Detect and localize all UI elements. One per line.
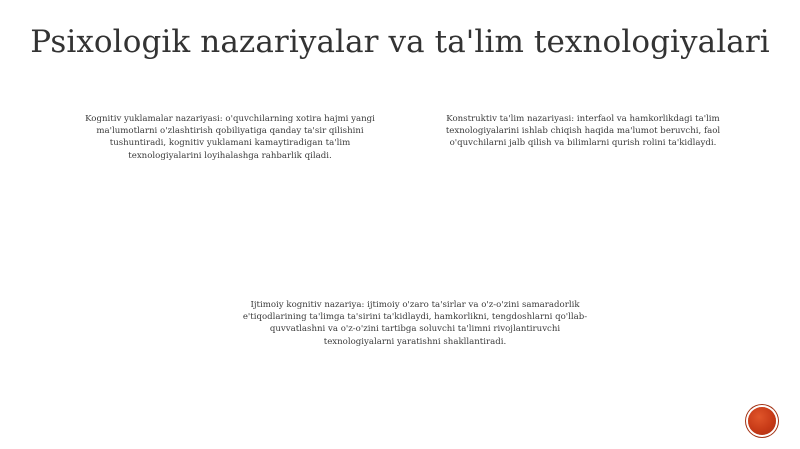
text-block-cognitive-load: Kognitiv yuklamalar nazariyasi: o'quvchilarning xotira hajmi yangi ma'lumotlarni o'zlashtirish qobiliyatiga qanday ta'sir qilishini tushuntiradi, kognitiv yuklamani kamaytiradigan ta'lim texnologiyalarini loyihalashga rahbarlik qiladi. bbox=[85, 114, 375, 161]
slide-title: Psixologik nazariyalar va ta'lim texnologiyalari bbox=[30, 24, 770, 60]
circle-button-icon[interactable] bbox=[748, 407, 776, 435]
text-block-social-cognitive: Ijtimoiy kognitiv nazariya: ijtimoiy o'zaro ta'sirlar va o'z-o'zini samaradorlik e'tiqodlarining ta'limga ta'sirini ta'kidlaydi, hamkorlikni, tengdoshlarni qo'llab-quvvatlashni va o'z-o'zini tartibga soluvchi ta'limni rivojlantiruvchi texnologiyalarni yaratishni shakllantiradi. bbox=[242, 300, 588, 347]
text-block-constructivist: Konstruktiv ta'lim nazariyasi: interfaol va hamkorlikdagi ta'lim texnologiyalarini ishlab chiqish haqida ma'lumot beruvchi, faol o'quvchilarni jalb qilish va bilimlarni qurish rolini ta'kidlaydi. bbox=[445, 114, 721, 149]
